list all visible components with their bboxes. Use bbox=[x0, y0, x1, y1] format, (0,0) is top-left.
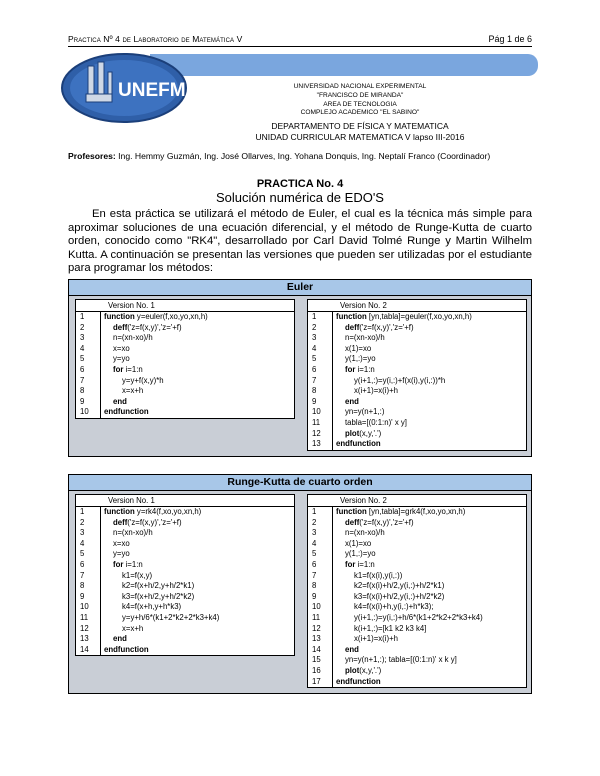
version-label: Version No. 1 bbox=[76, 495, 294, 507]
code-line bbox=[308, 571, 526, 582]
course-line: UNIDAD CURRICULAR MATEMATICA V lapso III-2016 bbox=[255, 132, 465, 142]
code-line bbox=[308, 418, 526, 429]
line-number: 10 bbox=[312, 407, 321, 417]
line-number: 3 bbox=[312, 528, 317, 538]
line-number: 4 bbox=[80, 343, 85, 353]
line-number: 2 bbox=[312, 517, 317, 527]
code-line bbox=[308, 518, 526, 529]
line-number: 16 bbox=[312, 665, 321, 675]
code-line bbox=[308, 624, 526, 635]
line-number: 3 bbox=[80, 528, 85, 538]
line-number: 12 bbox=[312, 428, 321, 438]
line-number: 5 bbox=[312, 354, 317, 364]
line-number: 8 bbox=[312, 386, 317, 396]
code-text: deff('z=f(x,y)','z='+f) bbox=[113, 322, 182, 332]
code-text: k2=f(x+h/2,y+h/2*k1) bbox=[122, 581, 195, 591]
code-text: deff('z=f(x,y)','z='+f) bbox=[113, 517, 182, 527]
line-number: 9 bbox=[312, 591, 317, 601]
line-number: 7 bbox=[312, 570, 317, 580]
code-text: endfunction bbox=[336, 439, 381, 449]
line-number: 9 bbox=[80, 396, 85, 406]
line-number: 5 bbox=[80, 549, 85, 559]
code-text: n=(xn-xo)/h bbox=[345, 528, 385, 538]
code-text: x(i+1)=x(i)+h bbox=[354, 386, 398, 396]
code-text: function [yn,tabla]=grk4(f,xo,yo,xn,h) bbox=[336, 507, 466, 516]
code-text: k4=f(x(i)+h,y(i,:)+h*k3); bbox=[354, 602, 434, 612]
code-line bbox=[308, 613, 526, 624]
code-text: k3=f(x+h/2,y+h/2*k2) bbox=[122, 591, 195, 601]
practice-title: PRACTICA No. 4 bbox=[256, 178, 344, 190]
line-number: 12 bbox=[80, 623, 89, 633]
section-title: Runge-Kutta de cuarto orden bbox=[68, 474, 532, 491]
code-line bbox=[76, 560, 294, 571]
code-text: end bbox=[113, 634, 127, 644]
code-line bbox=[308, 592, 526, 603]
line-number: 11 bbox=[80, 612, 89, 622]
code-text: y(1,:)=yo bbox=[345, 354, 376, 364]
code-text: endfunction bbox=[104, 644, 149, 654]
university-line: COMPLEJO ACADEMICO "EL SABINO" bbox=[300, 109, 420, 117]
code-text: x=xo bbox=[113, 343, 130, 353]
line-number: 6 bbox=[312, 364, 317, 374]
line-number: 8 bbox=[80, 386, 85, 396]
code-text: for i=1:n bbox=[113, 364, 143, 374]
code-text: y=yo bbox=[113, 549, 130, 559]
line-number: 1 bbox=[312, 507, 317, 516]
code-text: tabla=[(0:1:n)' x y] bbox=[345, 417, 407, 427]
code-line bbox=[76, 507, 294, 518]
code-text: x(1)=xo bbox=[345, 343, 372, 353]
unefm-logo bbox=[58, 50, 208, 126]
line-number: 14 bbox=[80, 644, 89, 654]
code-listing-v1 bbox=[75, 299, 295, 419]
line-number: 9 bbox=[80, 591, 85, 601]
code-line bbox=[76, 581, 294, 592]
line-number: 11 bbox=[312, 417, 321, 427]
code-line bbox=[308, 344, 526, 355]
code-line bbox=[308, 354, 526, 365]
page-header bbox=[68, 34, 532, 46]
page-number: Pág 1 de 6 bbox=[488, 34, 532, 44]
code-line bbox=[308, 549, 526, 560]
code-text: y(1,:)=yo bbox=[345, 549, 376, 559]
code-text: plot(x,y,'.') bbox=[345, 428, 382, 438]
line-number: 1 bbox=[312, 312, 317, 321]
code-columns bbox=[68, 296, 532, 457]
code-line bbox=[76, 397, 294, 408]
euler-section bbox=[68, 279, 532, 457]
code-line bbox=[308, 312, 526, 323]
code-text: function y=rk4(f,xo,yo,xn,h) bbox=[104, 507, 202, 516]
code-line bbox=[308, 407, 526, 418]
code-text: end bbox=[113, 396, 127, 406]
line-number: 2 bbox=[312, 322, 317, 332]
header-rule bbox=[68, 46, 532, 47]
line-number: 12 bbox=[312, 623, 321, 633]
code-text: x=x+h bbox=[122, 623, 144, 633]
code-line bbox=[76, 592, 294, 603]
code-line bbox=[308, 666, 526, 677]
code-text: x=x+h bbox=[122, 386, 144, 396]
code-line bbox=[76, 539, 294, 550]
code-text: k4=f(x+h,y+h*k3) bbox=[122, 602, 182, 612]
department-line: DEPARTAMENTO DE FÍSICA Y MATEMATICA bbox=[271, 121, 449, 131]
code-line bbox=[76, 312, 294, 323]
line-number: 4 bbox=[80, 538, 85, 548]
code-text: deff('z=f(x,y)','z='+f) bbox=[345, 322, 414, 332]
code-text: k1=f(x,y) bbox=[122, 570, 153, 580]
code-line bbox=[308, 439, 526, 450]
code-line bbox=[308, 539, 526, 550]
code-text: y(i+1,:)=y(i,:)+f(x(i),y(i,:))*h bbox=[354, 375, 446, 385]
code-text: endfunction bbox=[104, 407, 149, 417]
code-text: n=(xn-xo)/h bbox=[113, 528, 153, 538]
code-line bbox=[308, 365, 526, 376]
code-line bbox=[76, 549, 294, 560]
code-line bbox=[76, 333, 294, 344]
line-number: 14 bbox=[312, 644, 321, 654]
university-line: "FRANCISCO DE MIRANDA" bbox=[316, 91, 404, 99]
intro-text: En esta práctica se utilizará el método de Euler, el cual es la técnica más simple para aproximar soluciones de una ecuación diferencial, y el método de Runge-Kutta de cuarto orden, conocido como "RK4", desarrollado por Carl David Tolmé Runge y Martin Wilhelm Kutta. A continuación se presentan las versiones que pueden ser utilizadas por el estudiante para programar los métodos: bbox=[68, 208, 532, 274]
line-number: 15 bbox=[312, 655, 321, 665]
university-line: UNIVERSIDAD NACIONAL EXPERIMENTAL bbox=[293, 83, 427, 90]
code-line bbox=[76, 645, 294, 656]
line-number: 5 bbox=[80, 354, 85, 364]
line-number: 7 bbox=[80, 375, 85, 385]
department-block bbox=[200, 121, 520, 143]
line-number: 3 bbox=[80, 333, 85, 343]
code-line bbox=[308, 528, 526, 539]
code-line bbox=[308, 397, 526, 408]
code-line bbox=[76, 365, 294, 376]
code-text: x(1)=xo bbox=[345, 538, 372, 548]
line-number: 2 bbox=[80, 517, 85, 527]
code-text: function y=euler(f,xo,yo,xn,h) bbox=[104, 312, 208, 321]
code-text: k(i+1,:)=[k1 k2 k3 k4] bbox=[354, 623, 427, 633]
line-number: 10 bbox=[80, 407, 89, 417]
version-label: Version No. 2 bbox=[308, 495, 526, 507]
line-number: 9 bbox=[312, 396, 317, 406]
line-number: 10 bbox=[312, 602, 321, 612]
code-listing-v2 bbox=[307, 299, 527, 451]
version-label: Version No. 2 bbox=[308, 300, 526, 312]
header-title: Practica Nº 4 de Laboratorio de Matemática V bbox=[68, 34, 243, 44]
line-number: 8 bbox=[80, 581, 85, 591]
code-text: k1=f(x(i),y(i,:)) bbox=[354, 570, 403, 580]
code-line bbox=[76, 386, 294, 397]
code-line bbox=[76, 602, 294, 613]
code-text: k2=f(x(i)+h/2,y(i,:)+h/2*k1) bbox=[354, 581, 445, 591]
version-label: Version No. 1 bbox=[76, 300, 294, 312]
code-line bbox=[308, 645, 526, 656]
code-line bbox=[76, 407, 294, 418]
line-number: 11 bbox=[312, 612, 321, 622]
line-number: 13 bbox=[312, 634, 321, 644]
code-text: y=y+h/6*(k1+2*k2+2*k3+k4) bbox=[122, 612, 220, 622]
line-number: 5 bbox=[312, 549, 317, 559]
line-number: 1 bbox=[80, 312, 85, 321]
code-text: for i=1:n bbox=[345, 559, 375, 569]
code-text: x(i+1)=x(i)+h bbox=[354, 634, 398, 644]
line-number: 10 bbox=[80, 602, 89, 612]
code-text: end bbox=[345, 644, 359, 654]
code-line bbox=[308, 376, 526, 387]
code-text: n=(xn-xo)/h bbox=[113, 333, 153, 343]
code-line bbox=[308, 333, 526, 344]
code-line bbox=[76, 528, 294, 539]
code-text: y=y+f(x,y)*h bbox=[122, 375, 164, 385]
code-text: for i=1:n bbox=[345, 364, 375, 374]
code-line bbox=[308, 323, 526, 334]
code-line bbox=[308, 655, 526, 666]
code-text: plot(x,y,'.') bbox=[345, 665, 382, 675]
line-number: 8 bbox=[312, 581, 317, 591]
line-number: 2 bbox=[80, 322, 85, 332]
code-text: yn=y(n+1,:) bbox=[345, 407, 385, 417]
code-listing-v1 bbox=[75, 494, 295, 656]
professors-names: Ing. Hemmy Guzmán, Ing. José Ollarves, Ing. Yohana Donquis, Ing. Neptalí Franco (Coordinador) bbox=[118, 151, 491, 161]
code-line bbox=[308, 581, 526, 592]
section-title: Euler bbox=[68, 279, 532, 296]
code-line bbox=[76, 571, 294, 582]
line-number: 6 bbox=[80, 559, 85, 569]
line-number: 3 bbox=[312, 333, 317, 343]
professors bbox=[68, 151, 532, 162]
intro-paragraph bbox=[68, 208, 532, 276]
code-text: x=xo bbox=[113, 538, 130, 548]
code-columns bbox=[68, 491, 532, 694]
code-listing-v2 bbox=[307, 494, 527, 688]
line-number: 17 bbox=[312, 676, 321, 686]
code-line bbox=[308, 560, 526, 571]
university-block bbox=[250, 83, 470, 118]
code-line bbox=[76, 376, 294, 387]
code-line bbox=[308, 677, 526, 688]
code-line bbox=[308, 634, 526, 645]
professors-label: Profesores: bbox=[68, 151, 116, 161]
code-line bbox=[308, 429, 526, 440]
line-number: 4 bbox=[312, 538, 317, 548]
line-number: 1 bbox=[80, 507, 85, 516]
rk4-section bbox=[68, 474, 532, 694]
code-line bbox=[308, 507, 526, 518]
practice-subtitle: Solución numérica de EDO'S bbox=[216, 190, 384, 205]
line-number: 13 bbox=[312, 439, 321, 449]
code-line bbox=[76, 323, 294, 334]
code-text: function [yn,tabla]=geuler(f,xo,yo,xn,h) bbox=[336, 312, 472, 321]
university-line: AREA DE TECNOLOGIA bbox=[323, 100, 397, 108]
code-text: end bbox=[345, 396, 359, 406]
line-number: 4 bbox=[312, 343, 317, 353]
code-text: y=yo bbox=[113, 354, 130, 364]
code-line bbox=[308, 386, 526, 397]
code-line bbox=[76, 634, 294, 645]
code-text: y(i+1,:)=y(i,:)+h/6*(k1+2*k2+2*k3+k4) bbox=[354, 612, 483, 622]
code-text: n=(xn-xo)/h bbox=[345, 333, 385, 343]
code-line bbox=[76, 354, 294, 365]
code-line bbox=[76, 518, 294, 529]
code-text: for i=1:n bbox=[113, 559, 143, 569]
code-text: deff('z=f(x,y)','z='+f) bbox=[345, 517, 414, 527]
code-text: k3=f(x(i)+h/2,y(i,:)+h/2*k2) bbox=[354, 591, 445, 601]
code-line bbox=[76, 344, 294, 355]
logo-text: UNEFM bbox=[118, 80, 186, 101]
line-number: 7 bbox=[80, 570, 85, 580]
line-number: 7 bbox=[312, 375, 317, 385]
code-line bbox=[76, 613, 294, 624]
code-text: endfunction bbox=[336, 676, 381, 686]
code-line bbox=[308, 602, 526, 613]
line-number: 13 bbox=[80, 634, 89, 644]
code-text: yn=y(n+1,:); tabla=[(0:1:n)' x k y] bbox=[345, 655, 457, 665]
code-line bbox=[76, 624, 294, 635]
line-number: 6 bbox=[80, 364, 85, 374]
header-band bbox=[150, 54, 538, 76]
line-number: 6 bbox=[312, 559, 317, 569]
